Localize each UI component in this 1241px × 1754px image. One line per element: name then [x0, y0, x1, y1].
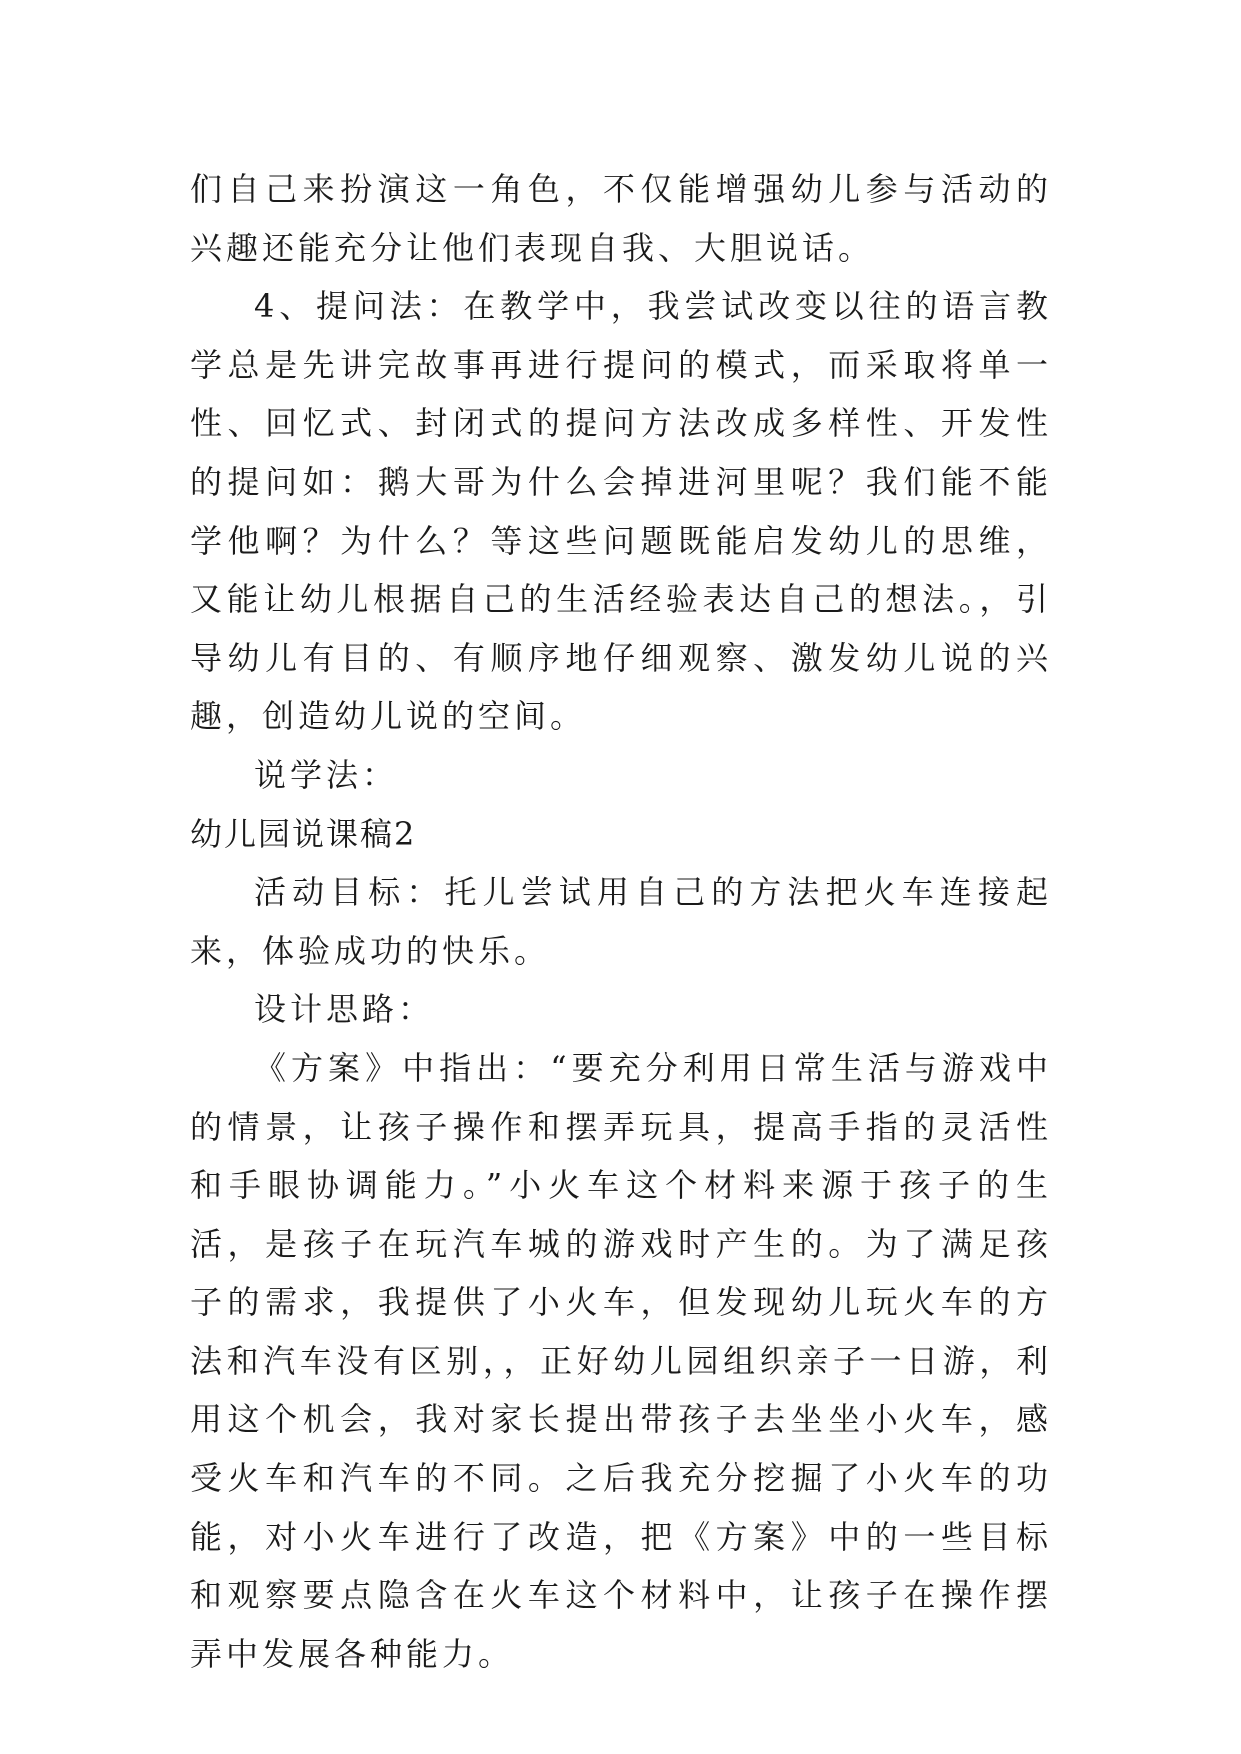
section-title: 幼儿园说课稿2 — [190, 814, 417, 853]
paragraph-roleplay-continuation: 们自己来扮演这一角色，不仅能增强幼儿参与活动的兴趣还能充分让他们表现自我、大胆说话。 — [190, 170, 1052, 267]
paragraph-activity-goal: 活动目标：托儿尝试用自己的方法把火车连接起来，体验成功的快乐。 — [190, 873, 1052, 970]
paragraph-learning-method-heading: 说学法： — [254, 755, 399, 794]
paragraph-design-idea-heading: 设计思路： — [254, 990, 435, 1029]
document-body — [190, 160, 1052, 1683]
paragraph-questioning-method: 4、提问法：在教学中，我尝试改变以往的语言教学总是先讲完故事再进行提问的模式，而采取将单一性、回忆式、封闭式的提问方法改成多样性、开发性的提问如：鹅大哥为什么会掉进河里呢？我们能不能学他啊？为什么？等这些问题既能启发幼儿的思维，又能让幼儿根据自己的生活经验表达自己的想法。，引导幼儿有目的、有顺序地仔细观察、激发幼儿说的兴趣，创造幼儿说的空间。 — [190, 287, 1052, 736]
paragraph-design-idea: 《方案》中指出：“要充分利用日常生活与游戏中的情景，让孩子操作和摆弄玩具，提高手指的灵活性和手眼协调能力。”小火车这个材料来源于孩子的生活，是孩子在玩汽车城的游戏时产生的。为了满足孩子的需求，我提供了小火车，但发现幼儿玩火车的方法和汽车没有区别，，正好幼儿园组织亲子一日游，利用这个机会，我对家长提出带孩子去坐坐小火车，感受火车和汽车的不同。之后我充分挖掘了小火车的功能，对小火车进行了改造，把《方案》中的一些目标和观察要点隐含在火车这个材料中，让孩子在操作摆弄中发展各种能力。 — [190, 1048, 1052, 1673]
